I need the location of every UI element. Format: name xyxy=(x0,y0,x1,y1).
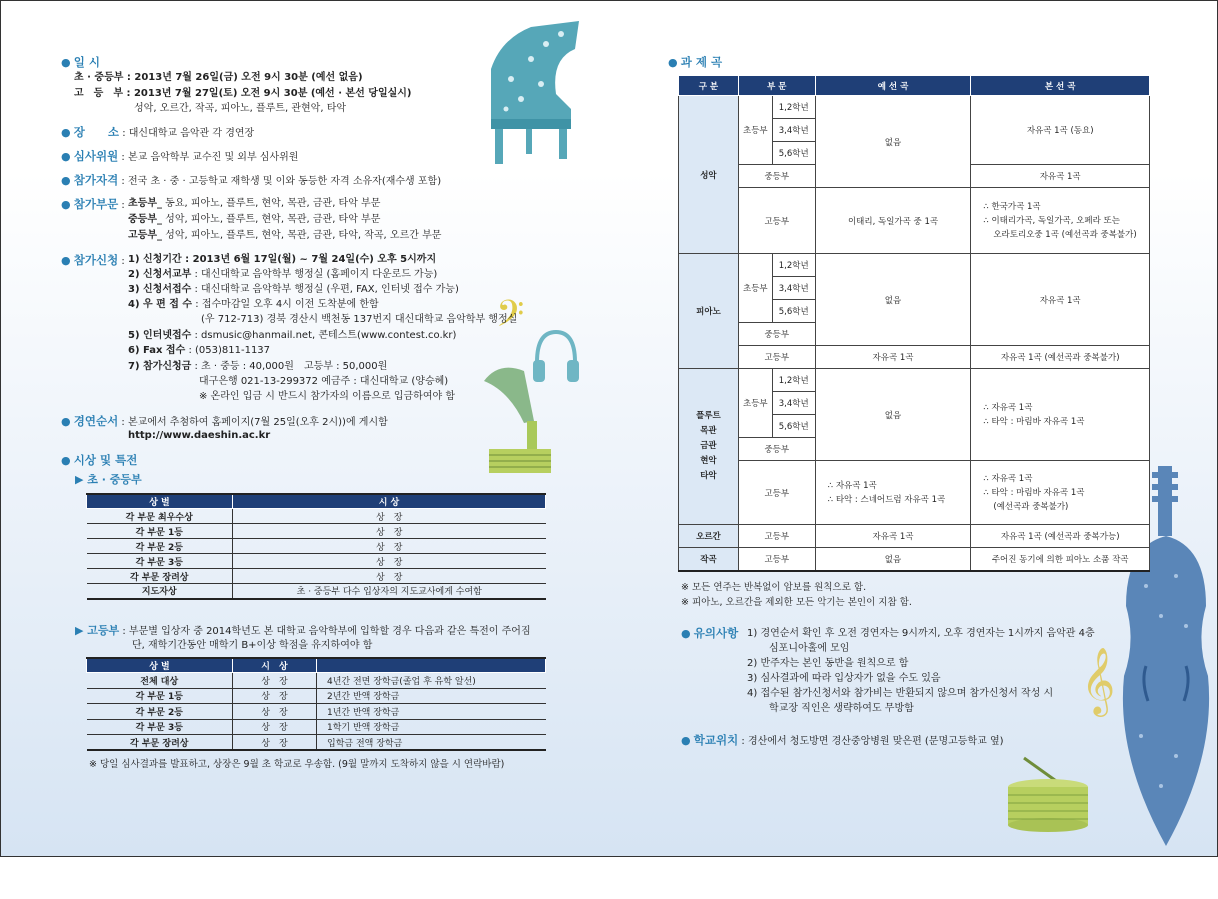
application-internet xyxy=(128,329,456,343)
table-cell xyxy=(815,461,971,525)
treble-clef-icon: 𝄞 xyxy=(1081,646,1116,714)
category-composition: 작곡 xyxy=(679,548,739,571)
cell-line: ∴ 타악 : 스네어드럼 자유곡 1곡 xyxy=(827,494,946,505)
cell-line: ∴ 자유곡 1곡 xyxy=(827,480,877,491)
high-awards-table xyxy=(86,657,546,751)
table-header: 예 선 곡 xyxy=(815,76,971,96)
table-header: 상 별 xyxy=(87,658,233,673)
place-value: : 대신대학교 음악관 각 경연장 xyxy=(122,128,255,139)
pieces-table xyxy=(678,75,1150,572)
table-cell: 각 부문 2등 xyxy=(87,704,233,720)
divisions-mid xyxy=(128,213,380,227)
table-cell: 없음 xyxy=(815,96,971,188)
table-cell: 5,6학년 xyxy=(772,142,815,165)
cell-line: 타악 xyxy=(700,471,717,481)
application-submit-value: : 대신대학교 음악학부 행정실 (우편, FAX, 인터넷 접수 가능) xyxy=(194,284,459,295)
application-label: 참가신청 xyxy=(73,253,119,267)
cell-line: 오라토리오중 1곡 (예선곡과 중복불가) xyxy=(993,229,1137,240)
table-header: 상 별 xyxy=(87,494,233,509)
table-cell: 초등부 xyxy=(738,254,772,323)
elem-mid-title: ▶ 초 · 중등부 xyxy=(75,473,142,486)
caution-line4b: 학교장 직인은 생략하여도 무방함 xyxy=(769,703,914,714)
table-cell: 각 부문 2등 xyxy=(87,539,233,554)
table-row xyxy=(87,539,546,554)
table-cell: 자유곡 1곡 xyxy=(971,165,1150,188)
table-cell: 1년간 반액 장학금 xyxy=(317,704,546,720)
table-header: 시 상 xyxy=(233,494,546,509)
table-cell: 1,2학년 xyxy=(772,254,815,277)
schedule-label: 일 시 xyxy=(73,55,101,69)
table-cell: 초등부 xyxy=(738,96,772,165)
caution-section xyxy=(681,626,738,642)
table-row xyxy=(87,673,546,689)
pieces-note1: ※ 모든 연주는 반복없이 암보를 원칙으로 함. xyxy=(681,582,867,593)
table-cell: 상 장 xyxy=(233,539,546,554)
table-row xyxy=(87,735,546,751)
application-bank: 대구은행 021-13-299372 예금주 : 대신대학교 (양승혜) xyxy=(199,376,449,387)
application-fax-value: : (053)811-1137 xyxy=(188,345,271,356)
bullet-icon: ● xyxy=(681,734,691,747)
pieces-section xyxy=(668,55,722,71)
table-cell: 자유곡 1곡 xyxy=(971,254,1150,346)
divisions-high-label: 고등부_ xyxy=(128,230,162,241)
bass-clef-icon: 𝄢 xyxy=(496,293,525,344)
cell-line: ∴ 한국가곡 1곡 xyxy=(983,201,1041,212)
table-cell: 자유곡 1곡 (예선곡과 중복가능) xyxy=(971,525,1150,548)
table-cell: 상 장 xyxy=(233,704,317,720)
cell-line: (예선곡과 중복불가) xyxy=(993,501,1069,512)
pieces-note2: ※ 피아노, 오르간을 제외한 모든 악기는 본인이 지참 함. xyxy=(681,597,912,608)
table-cell: 상 장 xyxy=(233,524,546,539)
category-winds xyxy=(679,369,739,525)
table-cell: 자유곡 1곡 (동요) xyxy=(971,96,1150,165)
application-section: ● 참가신청 : xyxy=(61,253,125,267)
application-submit-label: 3) 신청서접수 xyxy=(128,284,192,295)
piano-illustration xyxy=(471,19,591,169)
table-cell xyxy=(971,369,1150,461)
judges-section xyxy=(61,149,298,165)
table-cell: 각 부문 1등 xyxy=(87,688,233,704)
table-cell: 상 장 xyxy=(233,673,317,689)
drum-illustration xyxy=(1004,753,1094,833)
cell-line: 목관 xyxy=(700,426,717,436)
application-form xyxy=(128,268,437,282)
high-desc2: 단, 재학기간동안 매학기 B+이상 학점을 유지하여야 함 xyxy=(132,640,373,651)
order-label: 경연순서 xyxy=(73,414,119,428)
table-row xyxy=(87,524,546,539)
gramophone-illustration xyxy=(479,361,559,476)
bullet-icon: ● xyxy=(681,627,691,640)
table-header: 시 상 xyxy=(233,658,317,673)
application-period: 1) 신청기간 : 2013년 6월 17일(월) ~ 7월 24일(수) 오후 5시까지 xyxy=(128,254,437,265)
table-header: 부 문 xyxy=(738,76,815,96)
category-piano: 피아노 xyxy=(679,254,739,369)
divisions-label: 참가부문 xyxy=(73,197,119,211)
table-row xyxy=(679,346,1150,369)
eligibility-label: 참가자격 xyxy=(73,173,119,187)
divisions-elem-label: 초등부_ xyxy=(128,198,162,209)
category-voice: 성악 xyxy=(679,96,739,254)
place-label: 장 소 xyxy=(73,125,120,139)
table-row xyxy=(679,96,1150,119)
caution-line4: 4) 접수된 참가신청서와 참가비는 반환되지 않으며 참가신청서 작성 시 xyxy=(747,688,1054,699)
schedule-line1: 초 · 중등부 : 2013년 7월 26일(금) 오전 9시 30분 (예선 없음) xyxy=(74,72,363,83)
eligibility-value: : 전국 초 · 중 · 고등학교 재학생 및 이와 동등한 자격 소유자(재수생 포함) xyxy=(121,176,442,187)
bullet-icon: ● xyxy=(61,254,71,267)
table-cell: 지도자상 xyxy=(87,584,233,599)
place-section xyxy=(61,125,254,141)
table-cell: 고등부 xyxy=(738,188,815,254)
table-cell: 고등부 xyxy=(738,346,815,369)
cell-line: 플루트 xyxy=(696,411,721,421)
table-cell: 1,2학년 xyxy=(772,369,815,392)
table-cell: 상 장 xyxy=(233,719,317,735)
table-cell: 상 장 xyxy=(233,735,317,751)
application-address: (우 712-713) 경북 경산시 백천동 137번지 대신대학교 음악학부 행정실 xyxy=(201,314,518,325)
table-row xyxy=(679,525,1150,548)
table-cell: 4년간 전면 장학금(졸업 후 유학 알선) xyxy=(317,673,546,689)
table-cell xyxy=(971,461,1150,525)
cell-line: 금관 xyxy=(700,441,717,451)
table-cell: 고등부 xyxy=(738,548,815,571)
table-row xyxy=(87,584,546,599)
table-header: 구 분 xyxy=(679,76,739,96)
caution-line3: 3) 심사결과에 따라 입상자가 없을 수도 있음 xyxy=(747,673,941,684)
table-cell: 각 부문 장려상 xyxy=(87,735,233,751)
table-cell: 중등부 xyxy=(738,323,815,346)
table-cell: 없음 xyxy=(815,369,971,461)
caution-line1: 1) 경연순서 확인 후 오전 경연자는 9시까지, 오후 경연자는 1시까지 음악관 4층 xyxy=(747,628,1095,639)
table-cell: 상 장 xyxy=(233,554,546,569)
table-row xyxy=(87,719,546,735)
table-cell: 자유곡 1곡 xyxy=(815,525,971,548)
divisions-section: ● 참가부문 : xyxy=(61,197,125,211)
application-internet-value: : dsmusic@hanmail.net, 콘테스트(www.contest.co.kr) xyxy=(194,330,457,341)
bullet-icon: ● xyxy=(61,150,71,163)
cell-line: ∴ 자유곡 1곡 xyxy=(983,402,1033,413)
order-section xyxy=(61,414,388,430)
table-cell: 중등부 xyxy=(738,438,815,461)
application-internet-label: 5) 인터넷접수 xyxy=(128,330,192,341)
table-cell: 입학금 전액 장학금 xyxy=(317,735,546,751)
judges-label: 심사위원 xyxy=(73,149,119,163)
table-header xyxy=(317,658,546,673)
table-cell: 각 부문 3등 xyxy=(87,554,233,569)
judges-value: : 본교 음악학부 교수진 및 외부 심사위원 xyxy=(121,152,299,163)
order-value: : 본교에서 추첨하여 홈페이지(7월 25일(오후 2시))에 게시함 xyxy=(121,417,388,428)
application-note: ※ 온라인 입금 시 반드시 참가자의 이름으로 입금하여야 함 xyxy=(199,391,455,402)
divisions-high xyxy=(128,229,441,243)
table-cell: 초등부 xyxy=(738,369,772,438)
bullet-icon: ● xyxy=(61,415,71,428)
table-cell: 초 · 중등부 다수 입상자의 지도교사에게 수여함 xyxy=(233,584,546,599)
divisions-mid-label: 중등부_ xyxy=(128,214,162,225)
bullet-icon: ● xyxy=(668,56,678,69)
cell-line: ∴ 타악 : 마림바 자유곡 1곡 xyxy=(983,416,1085,427)
table-row xyxy=(679,188,1150,254)
table-cell: 5,6학년 xyxy=(772,300,815,323)
schedule-line2: 고 등 부 : 2013년 7월 27일(토) 오전 9시 30분 (예선 · 본선 당일실시) xyxy=(74,88,412,99)
table-row xyxy=(87,509,546,524)
caution-label: 유의사항 xyxy=(693,626,739,640)
table-cell: 전체 대상 xyxy=(87,673,233,689)
application-fax xyxy=(128,344,270,358)
high-title: ▶ 고등부 xyxy=(75,624,120,637)
caution-line1b: 심포니아홀에 모임 xyxy=(769,643,850,654)
table-cell: 각 부문 최우수상 xyxy=(87,509,233,524)
divisions-elem-value: 동요, 피아노, 플루트, 현악, 목관, 금관, 타악 부문 xyxy=(165,198,381,209)
table-cell: 자유곡 1곡 (예선곡과 중복불가) xyxy=(971,346,1150,369)
location-value: : 경산에서 청도방면 경산중앙병원 맞은편 (문명고등학교 옆) xyxy=(741,736,1004,747)
cell-line: ∴ 이태리가곡, 독일가곡, 오페라 또는 xyxy=(983,215,1120,226)
table-cell: 상 장 xyxy=(233,569,546,584)
table-row xyxy=(87,554,546,569)
divisions-high-value: 성악, 피아노, 플루트, 현악, 목관, 금관, 타악, 작곡, 오르간 부문 xyxy=(165,230,442,241)
table-cell: 3,4학년 xyxy=(772,392,815,415)
table-cell: 3,4학년 xyxy=(772,119,815,142)
location-label: 학교위치 xyxy=(693,733,739,747)
application-fee xyxy=(128,360,387,374)
table-row xyxy=(679,548,1150,571)
awards-title: 시상 및 특전 xyxy=(73,453,138,467)
pieces-title: 과 제 곡 xyxy=(680,55,723,69)
application-form-label: 2) 신청서교부 xyxy=(128,269,192,280)
application-submit xyxy=(128,283,459,297)
bullet-icon: ● xyxy=(61,126,71,139)
table-cell: 1,2학년 xyxy=(772,96,815,119)
table-cell: 상 장 xyxy=(233,509,546,524)
bullet-icon: ● xyxy=(61,174,71,187)
results-footnote: ※ 당일 심사결과를 발표하고, 상장은 9월 초 학교로 우송함. (9월 말까지 도착하지 않을 시 연락바람) xyxy=(89,759,505,770)
application-mail xyxy=(128,298,379,312)
application-fee-label: 7) 참가신청금 xyxy=(128,361,192,372)
table-row xyxy=(679,461,1150,525)
table-cell: 5,6학년 xyxy=(772,415,815,438)
table-cell: 고등부 xyxy=(738,525,815,548)
table-cell: 3,4학년 xyxy=(772,277,815,300)
eligibility-section xyxy=(61,173,441,189)
table-cell: 주어진 동기에 의한 피아노 소품 작곡 xyxy=(971,548,1150,571)
bullet-icon: ● xyxy=(61,454,71,467)
bullet-icon: ● xyxy=(61,56,71,69)
bullet-icon: ● xyxy=(61,198,71,211)
table-row xyxy=(679,369,1150,392)
divisions-mid-value: 성악, 피아노, 플루트, 현악, 목관, 금관, 타악 부문 xyxy=(165,214,381,225)
table-cell: 없음 xyxy=(815,548,971,571)
schedule-line3: 성악, 오르간, 작곡, 피아노, 플루트, 관현악, 타악 xyxy=(134,103,347,114)
table-row xyxy=(87,704,546,720)
awards-section xyxy=(61,453,137,469)
application-fax-label: 6) Fax 접수 xyxy=(128,345,186,356)
table-cell: 각 부문 3등 xyxy=(87,719,233,735)
table-cell: 이태리, 독일가곡 중 1곡 xyxy=(815,188,971,254)
table-cell: 없음 xyxy=(815,254,971,346)
table-row xyxy=(87,688,546,704)
high-awards-desc xyxy=(75,624,531,639)
homepage-link[interactable]: http://www.daeshin.ac.kr xyxy=(128,430,271,441)
table-row xyxy=(87,569,546,584)
caution-line2: 2) 반주자는 본인 동반을 원칙으로 함 xyxy=(747,658,909,669)
table-cell: 각 부문 1등 xyxy=(87,524,233,539)
table-cell: 각 부문 장려상 xyxy=(87,569,233,584)
table-cell: 1학기 반액 장학금 xyxy=(317,719,546,735)
table-header: 본 선 곡 xyxy=(971,76,1150,96)
table-cell: 중등부 xyxy=(738,165,815,188)
table-row xyxy=(679,254,1150,277)
application-mail-value: : 접수마감일 오후 4시 이전 도착분에 한함 xyxy=(195,299,379,310)
divisions-elem xyxy=(128,197,380,211)
category-organ: 오르간 xyxy=(679,525,739,548)
cell-line: ∴ 타악 : 마림바 자유곡 1곡 xyxy=(983,487,1085,498)
high-desc1: : 부문별 입상자 중 2014학년도 본 대학교 음악학부에 입학할 경우 다음과 같은 특전이 주어짐 xyxy=(122,626,531,637)
table-cell: 상 장 xyxy=(233,688,317,704)
table-cell xyxy=(971,188,1150,254)
table-cell: 자유곡 1곡 xyxy=(815,346,971,369)
table-cell: 고등부 xyxy=(738,461,815,525)
application-fee-value: : 초 · 중등 : 40,000원 고등부 : 50,000원 xyxy=(194,361,388,372)
elem-mid-awards-table xyxy=(86,493,546,600)
location-section xyxy=(681,733,1004,749)
cell-line: ∴ 자유곡 1곡 xyxy=(983,473,1033,484)
schedule-section xyxy=(61,55,100,71)
application-mail-label: 4) 우 편 접 수 xyxy=(128,299,193,310)
application-form-value: : 대신대학교 음악학부 행정실 (홈페이지 다운로드 가능) xyxy=(194,269,438,280)
table-cell: 2년간 반액 장학금 xyxy=(317,688,546,704)
cell-line: 현악 xyxy=(700,456,717,466)
